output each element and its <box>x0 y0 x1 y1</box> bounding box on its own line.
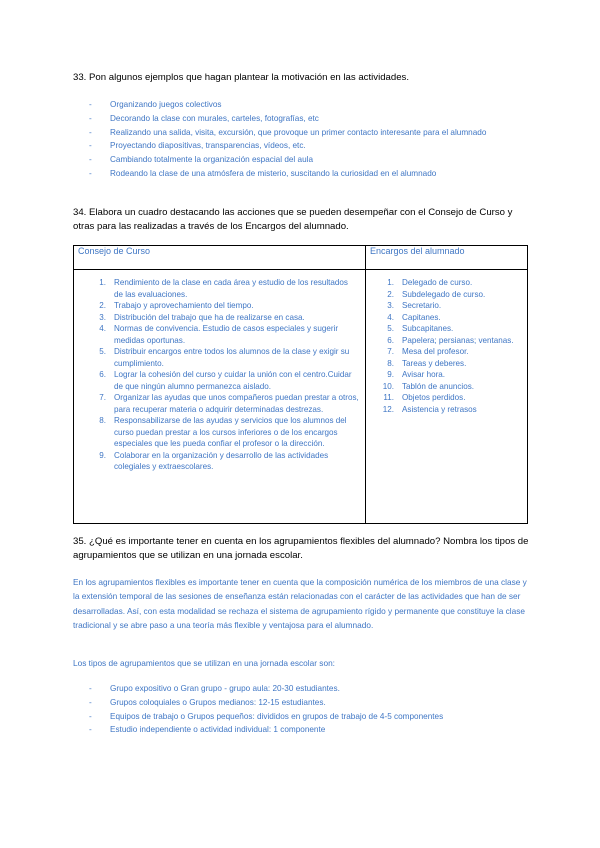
question-34: 34. Elabora un cuadro destacando las acciones que se pueden desempeñar con el Consejo de Curso y otras para las realizadas a través de los Encargos del alumnado. <box>73 207 513 232</box>
grouping-types-list <box>73 682 533 737</box>
consejo-list <box>74 270 365 473</box>
motivation-examples-list <box>73 98 533 181</box>
consejo-cell <box>74 270 366 524</box>
list-item: 1. Delegado de curso. <box>387 278 473 287</box>
list-item: - Realizando una salida, visita, excursión, que provoque un primer contacto interesante para el alumnado <box>73 126 533 140</box>
col-header-consejo: Consejo de Curso <box>74 246 366 270</box>
list-item: 4. Capitanes. <box>387 312 441 322</box>
list-item: - Rodeando la clase de una atmósfera de misterio, suscitando la curiosidad en el alumnado <box>73 167 533 181</box>
list-item: 10. Tablón de anuncios. <box>382 381 474 391</box>
list-item: 7. Organizar las ayudas que unos compañeros puedan prestar a otros, para recuperar materia o adquirir determinadas destrezas. <box>99 393 359 414</box>
list-item: 12. Asistencia y retrasos <box>382 404 477 414</box>
list-item: 6. Lograr la cohesión del curso y cuidar la unión con el centro.Cuidar de que ningún alumno permanezca aislado. <box>99 370 352 391</box>
list-item: - Grupos coloquiales o Grupos medianos: 12-15 estudiantes. <box>73 696 533 710</box>
list-item: - Equipos de trabajo o Grupos pequeños: divididos en grupos de trabajo de 4-5 componentes <box>73 710 533 724</box>
list-item: 3. Secretario. <box>387 301 442 310</box>
list-item: - Proyectando diapositivas, transparencias, vídeos, etc. <box>73 139 533 153</box>
list-item: 9. Avisar hora. <box>387 370 446 379</box>
list-item: 8. Responsabilizarse de las ayudas y servicios que los alumnos del curso puedan prestar a los cursos inferiores o de los encargos especiales que les pueda confiar el profesor o la dirección. <box>99 416 347 448</box>
council-duties-table <box>73 245 528 524</box>
list-item: 2. Subdelegado de curso. <box>387 289 486 299</box>
list-item: - Organizando juegos colectivos <box>73 98 533 112</box>
col-header-encargos: Encargos del alumnado <box>366 246 528 270</box>
list-item: 9. Colaborar en la organización y desarrollo de las actividades colegiales y extraescolares. <box>99 450 329 471</box>
list-item: - Grupo expositivo o Gran grupo - grupo aula: 20-30 estudiantes. <box>73 682 533 696</box>
encargos-cell <box>366 270 528 524</box>
list-item: 8. Tareas y deberes. <box>387 358 467 368</box>
types-intro: Los tipos de agrupamientos que se utilizan en una jornada escolar son: <box>73 658 335 668</box>
answer-paragraph: En los agrupamientos flexibles es importante tener en cuenta que la composición numérica de los miembros de una clase y la extensión temporal de las sesiones de enseñanza están relacionadas con el carácter de las actividades que han de ser desarrolladas. Así, con esta modalidad se rechaza el sistema de agrupamiento rígido y permanente que constituye la clase tradicional y se abre paso a una teoría más flexible y ventajosa para el alumnado. <box>73 577 527 631</box>
list-item: 5. Distribuir encargos entre todos los alumnos de la clase y exigir su cumplimiento. <box>99 347 350 368</box>
list-item: 7. Mesa del profesor. <box>387 347 469 356</box>
list-item: 4. Normas de convivencia. Estudio de casos especiales y sugerir medidas oportunas. <box>99 324 339 345</box>
list-item: 3. Distribución del trabajo que ha de realizarse en casa. <box>99 312 305 322</box>
list-item: - Estudio independiente o actividad individual: 1 componente <box>73 723 533 737</box>
list-item: 5. Subcapitanes. <box>387 324 454 333</box>
list-item: 6. Papelera; persianas; ventanas. <box>387 335 514 345</box>
question-35: 35. ¿Qué es importante tener en cuenta en los agrupamientos flexibles del alumnado? Nombra los tipos de agrupamientos que se utilizan en una jornada escolar. <box>73 536 529 561</box>
list-item: - Decorando la clase con murales, carteles, fotografías, etc <box>73 112 533 126</box>
list-item: - Cambiando totalmente la organización espacial del aula <box>73 153 533 167</box>
question-33: 33. Pon algunos ejemplos que hagan plantear la motivación en las actividades. <box>73 72 410 83</box>
list-item: 1. Rendimiento de la clase en cada área y estudio de los resultados de las evaluaciones. <box>99 278 348 299</box>
encargos-list <box>366 270 527 415</box>
list-item: 2. Trabajo y aprovechamiento del tiempo. <box>99 301 254 310</box>
list-item: 11. Objetos perdidos. <box>383 393 466 402</box>
